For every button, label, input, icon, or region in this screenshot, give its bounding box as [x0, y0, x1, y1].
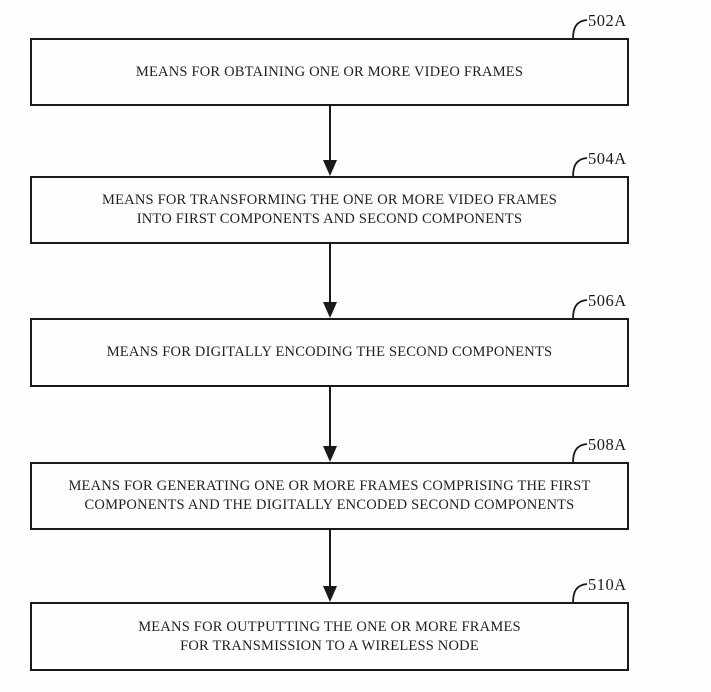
flow-block-obtaining [30, 38, 629, 106]
flow-block-transforming [30, 176, 629, 244]
ref-numeral-504A: 504A [588, 149, 627, 168]
leader-line-icon [571, 298, 589, 319]
flow-block-generating [30, 462, 629, 530]
ref-numeral-508A: 508A [588, 435, 627, 454]
arrow-shaft [329, 387, 331, 446]
flow-arrow [323, 530, 337, 602]
arrow-down-icon [323, 160, 337, 176]
arrow-down-icon [323, 302, 337, 318]
arrow-shaft [329, 244, 331, 302]
block-text-line: FOR TRANSMISSION TO A WIRELESS NODE [180, 637, 479, 654]
flow-block-text [136, 63, 523, 82]
flow-block-text [68, 477, 590, 515]
block-text-line: MEANS FOR OUTPUTTING THE ONE OR MORE FRAMES [138, 618, 521, 635]
flow-arrow [323, 387, 337, 462]
flow-arrow [323, 244, 337, 318]
flow-arrow [323, 106, 337, 176]
block-text-line: COMPONENTS AND THE DIGITALLY ENCODED SECOND COMPONENTS [84, 497, 575, 513]
leader-line-icon [571, 18, 589, 39]
arrow-down-icon [323, 446, 337, 462]
flow-block-outputting [30, 602, 629, 671]
ref-numeral-502A: 502A [588, 11, 627, 30]
block-text-line: INTO FIRST COMPONENTS AND SECOND COMPONENTS [136, 211, 523, 227]
leader-line-icon [571, 156, 589, 177]
flow-block-text [138, 618, 521, 656]
ref-numeral-510A: 510A [588, 575, 627, 594]
ref-numeral-506A: 506A [588, 291, 627, 310]
arrow-shaft [329, 106, 331, 160]
flow-block-text [107, 343, 553, 362]
block-text-line: MEANS FOR DIGITALLY ENCODING THE SECOND COMPONENTS [106, 344, 553, 360]
leader-line-icon [571, 442, 589, 463]
flow-block-encoding [30, 318, 629, 387]
leader-line-icon [571, 582, 589, 603]
block-text-line: MEANS FOR TRANSFORMING THE ONE OR MORE VIDEO FRAMES [102, 192, 557, 208]
block-text-line: MEANS FOR OBTAINING ONE OR MORE VIDEO FRAMES [135, 63, 524, 80]
arrow-shaft [329, 530, 331, 586]
flow-block-text [102, 191, 557, 229]
arrow-down-icon [323, 586, 337, 602]
block-text-line: MEANS FOR GENERATING ONE OR MORE FRAMES COMPRISING THE FIRST [68, 478, 591, 494]
